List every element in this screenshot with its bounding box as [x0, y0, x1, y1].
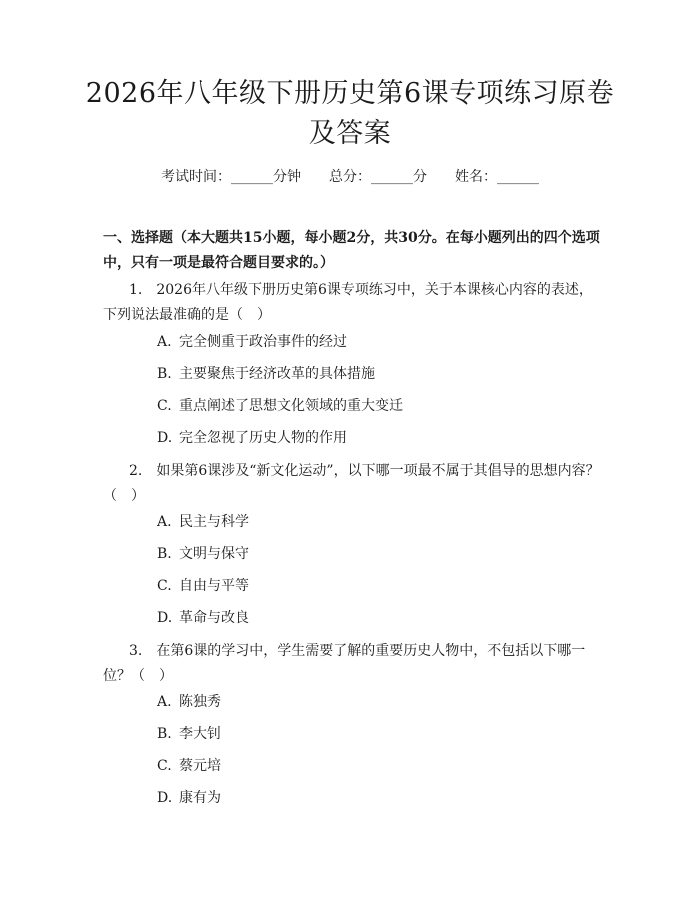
- option-letter: C.: [157, 758, 172, 774]
- question-text: 2026年八年级下册历史第6课专项练习中，关于本课核心内容的表述，下列说法最准确的是（ ）: [103, 282, 593, 323]
- option-text: 自由与平等: [179, 578, 249, 594]
- option-text: 陈独秀: [179, 694, 221, 710]
- option-letter: A.: [157, 694, 172, 710]
- question-number: 1.: [129, 282, 143, 298]
- option-2d: [157, 607, 577, 629]
- option-text: 主要聚焦于经济改革的具体措施: [179, 366, 375, 382]
- option-1d: [157, 427, 577, 449]
- option-text: 康有为: [179, 790, 221, 806]
- option-3b: [157, 723, 577, 745]
- option-2a: [157, 511, 577, 533]
- option-letter: A.: [157, 514, 172, 530]
- option-letter: B.: [157, 546, 172, 562]
- option-1a: [157, 331, 577, 353]
- document-title: 2026年八年级下册历史第6课专项练习原卷及答案: [85, 78, 615, 149]
- option-letter: B.: [157, 726, 172, 742]
- option-letter: B.: [157, 366, 172, 382]
- question-number: 2.: [129, 463, 143, 479]
- option-3c: [157, 755, 577, 777]
- section-heading: 一、选择题（本大题共15小题，每小题2分，共30分。在每小题列出的四个选项中，只有一项是最符合题目要求的。）: [103, 230, 600, 271]
- option-3d: [157, 787, 577, 809]
- option-text: 重点阐述了思想文化领域的重大变迁: [179, 398, 403, 414]
- exam-info-line: 考试时间：______分钟 总分：______分 姓名：______: [161, 169, 539, 185]
- question-1: [103, 278, 600, 328]
- option-2c: [157, 575, 577, 597]
- option-letter: C.: [157, 578, 172, 594]
- option-3a: [157, 691, 577, 713]
- option-text: 蔡元培: [179, 758, 221, 774]
- option-text: 完全忽视了历史人物的作用: [179, 430, 347, 446]
- question-number: 3.: [129, 643, 143, 659]
- option-letter: D.: [157, 430, 173, 446]
- option-letter: A.: [157, 334, 172, 350]
- option-letter: D.: [157, 610, 173, 626]
- question-text: 如果第6课涉及“新文化运动”，以下哪一项最不属于其倡导的思想内容？（ ）: [103, 463, 600, 504]
- option-2b: [157, 543, 577, 565]
- option-text: 完全侧重于政治事件的经过: [179, 334, 347, 350]
- option-text: 李大钊: [179, 726, 221, 742]
- question-text: 在第6课的学习中，学生需要了解的重要历史人物中，不包括以下哪一位？（ ）: [103, 643, 586, 684]
- question-3: [103, 639, 600, 689]
- option-text: 文明与保守: [179, 546, 249, 562]
- option-text: 民主与科学: [179, 514, 249, 530]
- option-1b: [157, 363, 577, 385]
- option-1c: [157, 395, 577, 417]
- question-2: [103, 459, 600, 509]
- option-letter: C.: [157, 398, 172, 414]
- option-text: 革命与改良: [179, 610, 249, 626]
- option-letter: D.: [157, 790, 173, 806]
